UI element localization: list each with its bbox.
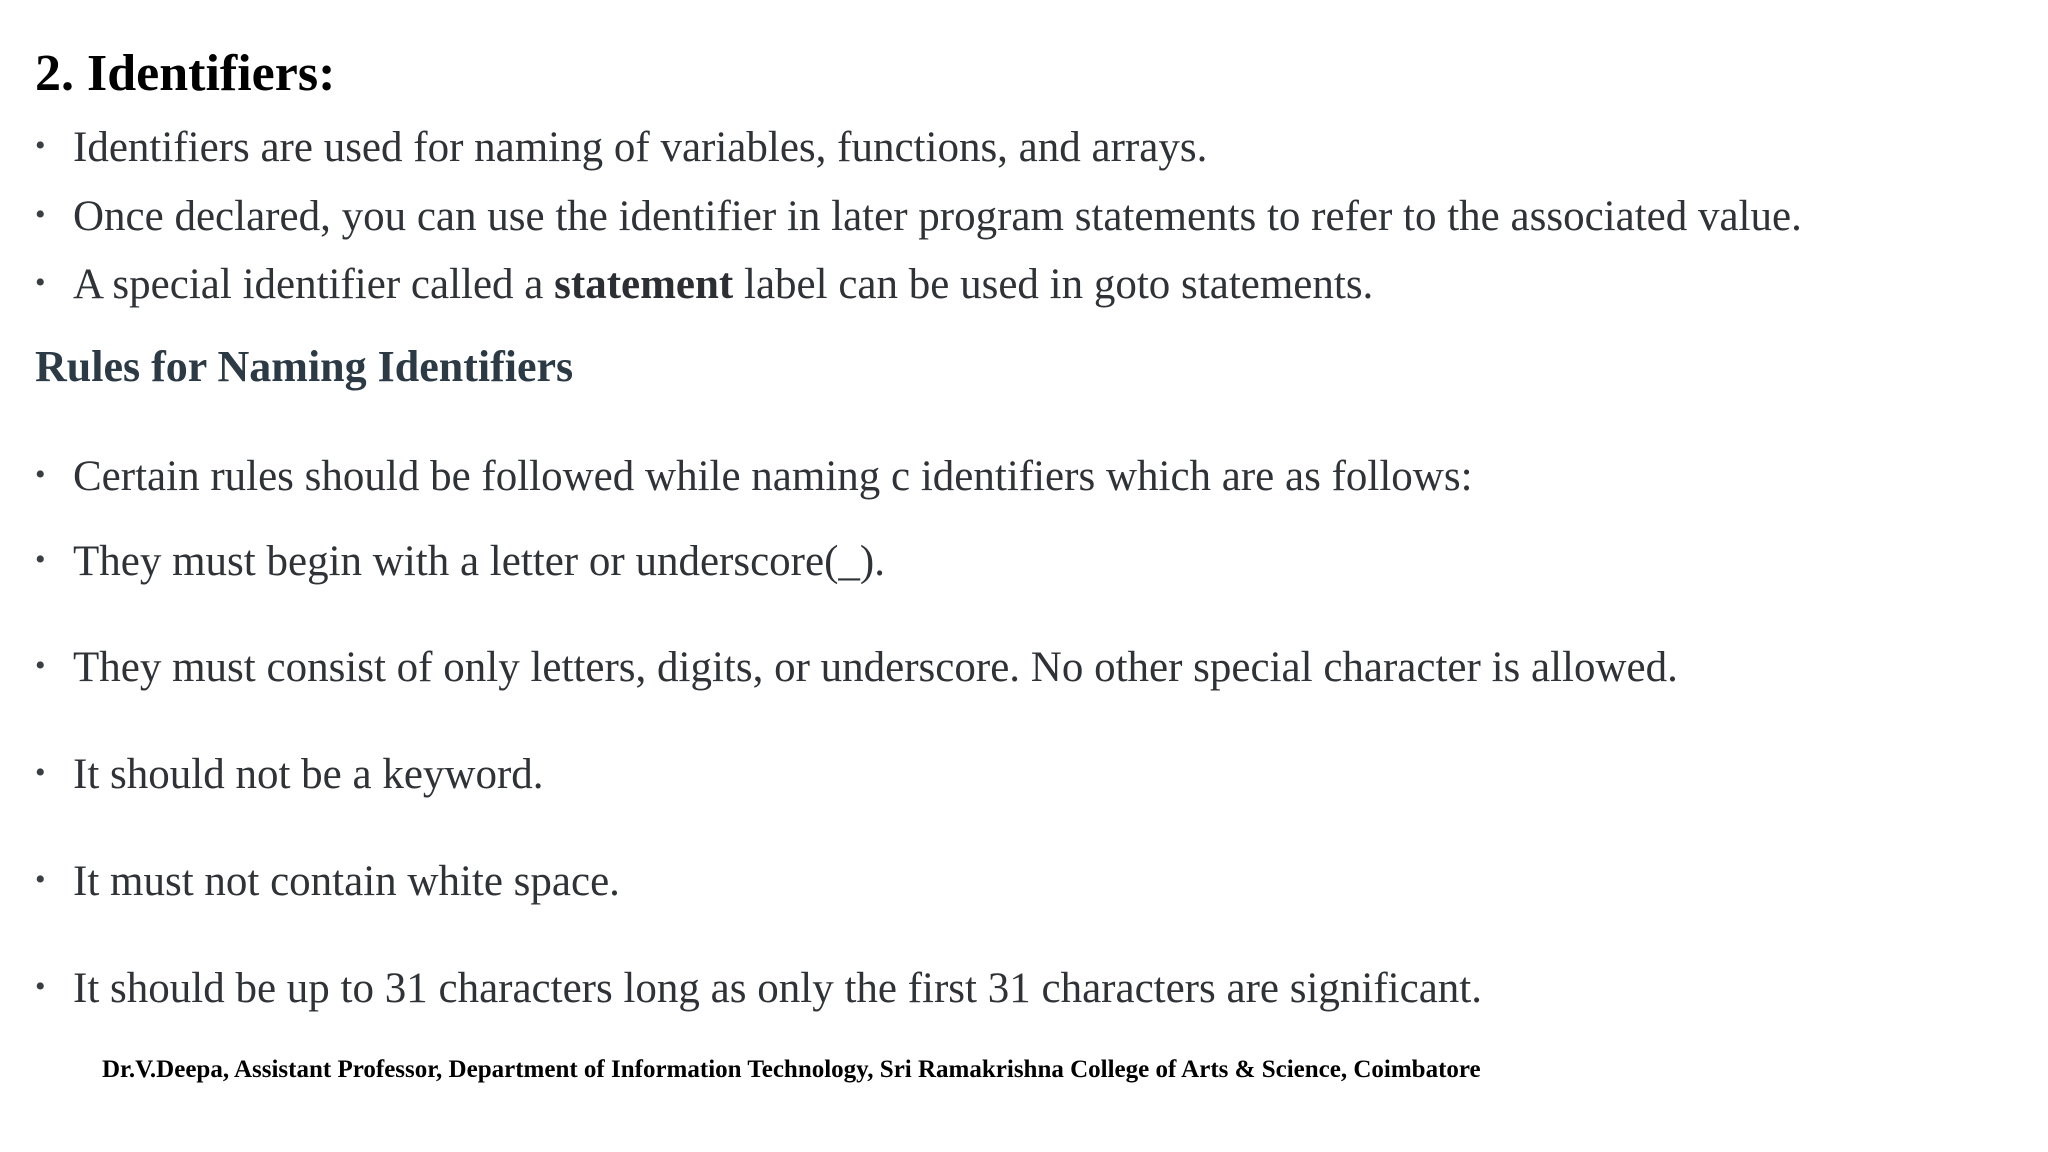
rule-text: It must not contain white space. xyxy=(73,858,620,905)
bullet-item xyxy=(35,192,1802,241)
bullet-item xyxy=(35,123,1207,172)
bullet-icon: • xyxy=(35,756,46,789)
bullet-icon: • xyxy=(35,266,46,299)
bullet-text: Once declared, you can use the identifier in later program statements to refer to the associated value. xyxy=(73,193,1802,240)
rule-item xyxy=(35,452,1473,501)
slide-title: 2. Identifiers: xyxy=(35,45,336,102)
rule-item xyxy=(35,537,885,586)
rule-text: Certain rules should be followed while naming c identifiers which are as follows: xyxy=(73,453,1473,500)
rule-item xyxy=(35,857,620,906)
bullet-item xyxy=(35,260,1373,309)
rule-text: It should be up to 31 characters long as only the first 31 characters are significant. xyxy=(73,965,1482,1012)
bullet-icon: • xyxy=(35,458,46,491)
bullet-icon: • xyxy=(35,970,46,1003)
rule-text: They must begin with a letter or underscore(_). xyxy=(73,538,885,585)
bullet-icon: • xyxy=(35,543,46,576)
rule-item xyxy=(35,643,1678,692)
bullet-icon: • xyxy=(35,129,46,162)
rule-item xyxy=(35,750,544,799)
bullet-text-before: A special identifier called a xyxy=(73,261,555,308)
bullet-text: Identifiers are used for naming of variables, functions, and arrays. xyxy=(73,124,1208,171)
bullet-bold-term: statement xyxy=(554,261,734,308)
rules-heading: Rules for Naming Identifiers xyxy=(35,342,574,391)
bullet-icon: • xyxy=(35,198,46,231)
bullet-text-after: label can be used in goto statements. xyxy=(733,261,1374,308)
rule-item xyxy=(35,964,1482,1013)
bullet-icon: • xyxy=(35,863,46,896)
bullet-icon: • xyxy=(35,649,46,682)
slide-footer: Dr.V.Deepa, Assistant Professor, Department of Information Technology, Sri Ramakrishna College of Arts & Science, Coimbatore xyxy=(102,1056,1481,1083)
rule-text: They must consist of only letters, digits, or underscore. No other special character is allowed. xyxy=(73,644,1678,691)
rule-text: It should not be a keyword. xyxy=(73,751,544,798)
